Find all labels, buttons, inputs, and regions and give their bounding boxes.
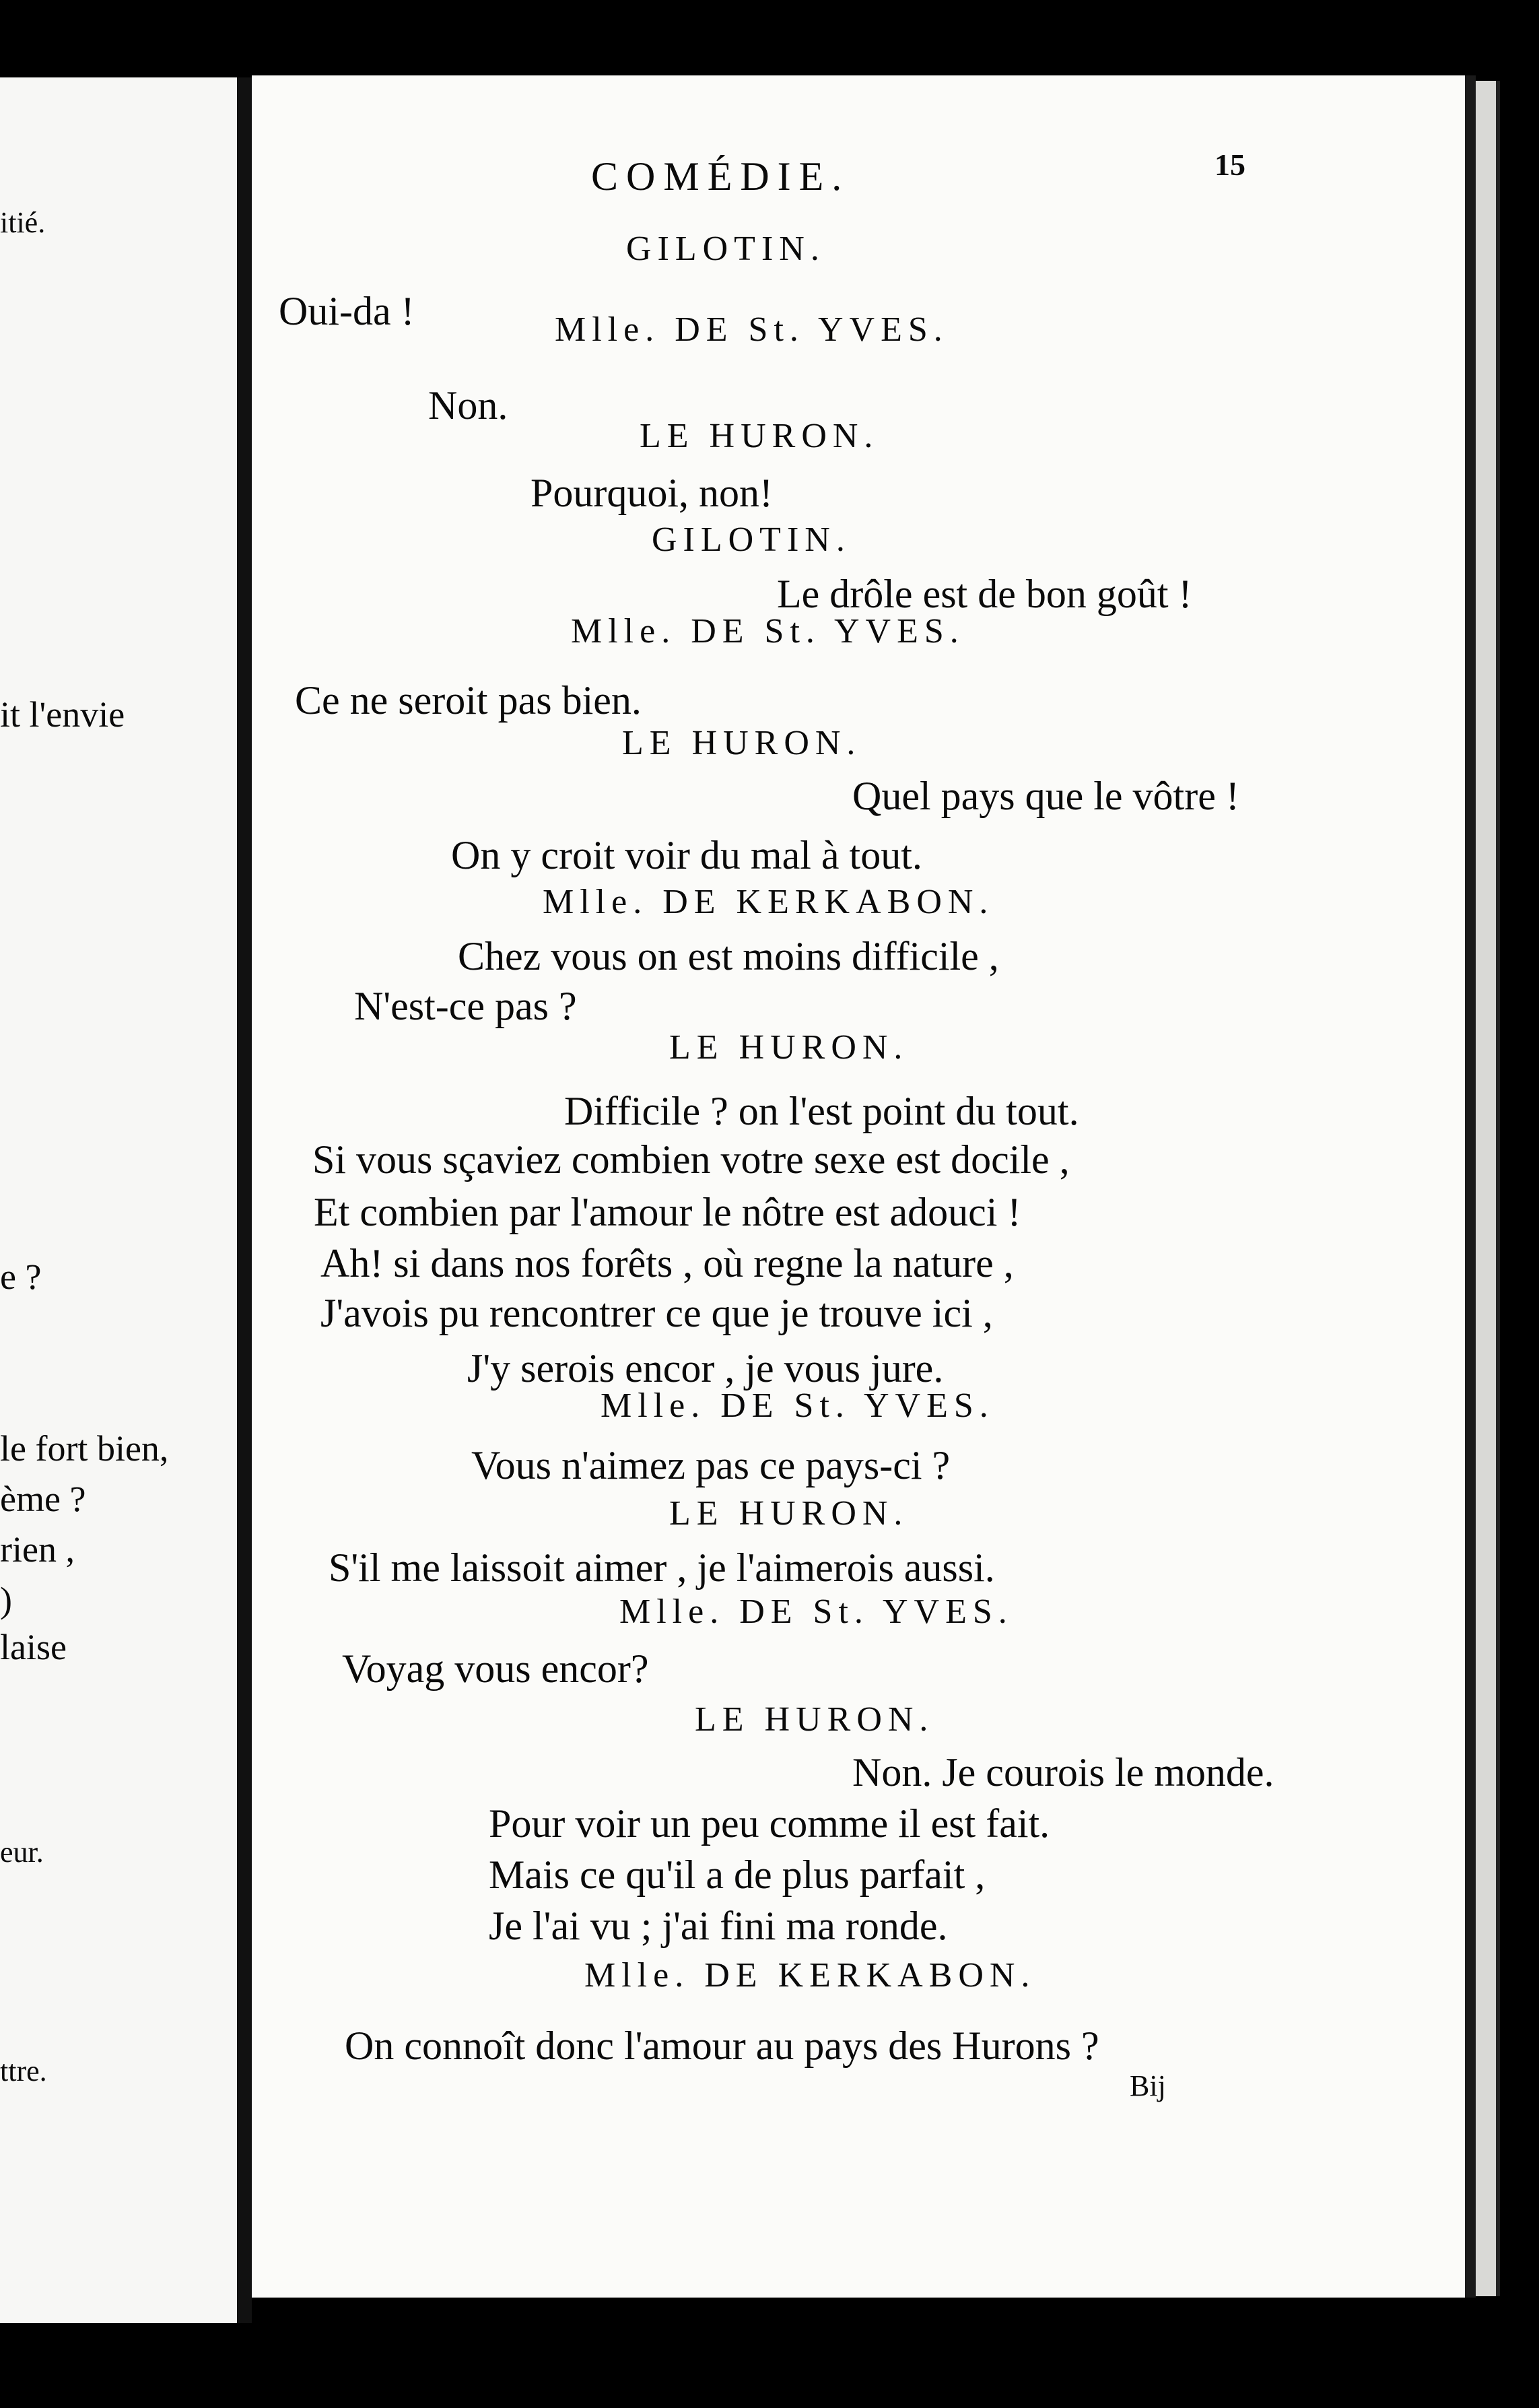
speaker-name: LE HURON. xyxy=(695,1700,934,1739)
speaker-name: LE HURON. xyxy=(669,1028,909,1067)
verse-line: Ah! si dans nos forêts , où regne la nature , xyxy=(320,1241,1014,1285)
verse-line: Mais ce qu'il a de plus parfait , xyxy=(489,1852,986,1897)
verse-line: S'il me laissoit aimer , je l'aimerois aussi. xyxy=(329,1545,995,1590)
left-fragment: itié. xyxy=(0,206,46,239)
left-fragment: rien , xyxy=(0,1529,75,1570)
signature-mark: Bij xyxy=(1130,2069,1166,2102)
left-fragment: eur. xyxy=(0,1836,44,1869)
speaker-name: GILOTIN. xyxy=(652,521,851,559)
speaker-name: Mlle. DE St. YVES. xyxy=(601,1386,994,1425)
verse-line: Vous n'aimez pas ce pays-ci ? xyxy=(471,1443,951,1487)
speaker-name: Mlle. DE St. YVES. xyxy=(555,310,949,349)
left-fragment: ttre. xyxy=(0,2054,47,2087)
left-fragment: laise xyxy=(0,1627,67,1667)
verse-line: Oui-da ! xyxy=(279,289,415,333)
speaker-name: Mlle. DE KERKABON. xyxy=(543,883,994,921)
right-page xyxy=(252,75,1476,2298)
verse-line: N'est-ce pas ? xyxy=(354,984,577,1028)
verse-line: Pour voir un peu comme il est fait. xyxy=(489,1801,1050,1846)
verse-line: J'avois pu rencontrer ce que je trouve ici , xyxy=(320,1291,993,1335)
left-fragment: it l'envie xyxy=(0,694,125,735)
running-head: COMÉDIE. xyxy=(591,154,850,199)
page-number: 15 xyxy=(1215,147,1245,182)
verse-line: Voyag vous encor? xyxy=(342,1646,649,1691)
left-fragment: ) xyxy=(0,1580,12,1620)
speaker-name: LE HURON. xyxy=(622,724,862,762)
verse-line: Quel pays que le vôtre ! xyxy=(852,774,1239,818)
verse-line: Non. xyxy=(428,383,508,428)
speaker-name: LE HURON. xyxy=(640,417,879,455)
verse-line: On connoît donc l'amour au pays des Hurons ? xyxy=(345,2024,1099,2068)
verse-line: Pourquoi, non! xyxy=(531,471,773,515)
left-page xyxy=(0,77,237,2323)
verse-line: J'y serois encor , je vous jure. xyxy=(467,1346,944,1391)
speaker-name: GILOTIN. xyxy=(626,230,825,268)
verse-line: Non. Je courois le monde. xyxy=(852,1750,1274,1795)
verse-line: On y croit voir du mal à tout. xyxy=(451,833,922,877)
speaker-name: Mlle. DE KERKABON. xyxy=(584,1956,1036,1995)
speaker-name: LE HURON. xyxy=(669,1494,909,1533)
left-fragment: ème ? xyxy=(0,1479,86,1519)
speaker-name: Mlle. DE St. YVES. xyxy=(619,1593,1013,1631)
verse-line: Le drôle est de bon goût ! xyxy=(777,572,1192,616)
page-edge xyxy=(1476,81,1500,2296)
left-fragment: le fort bien, xyxy=(0,1428,169,1469)
verse-line: Ce ne seroit pas bien. xyxy=(295,678,642,723)
speaker-name: Mlle. DE St. YVES. xyxy=(571,612,965,650)
left-fragment: e ? xyxy=(0,1257,42,1297)
verse-line: Je l'ai vu ; j'ai fini ma ronde. xyxy=(489,1904,948,1948)
verse-line: Difficile ? on l'est point du tout. xyxy=(564,1089,1079,1133)
verse-line: Et combien par l'amour le nôtre est adouci ! xyxy=(314,1190,1021,1234)
verse-line: Si vous sçaviez combien votre sexe est docile , xyxy=(312,1137,1070,1182)
book-gutter xyxy=(237,77,252,2323)
verse-line: Chez vous on est moins difficile , xyxy=(458,934,999,978)
